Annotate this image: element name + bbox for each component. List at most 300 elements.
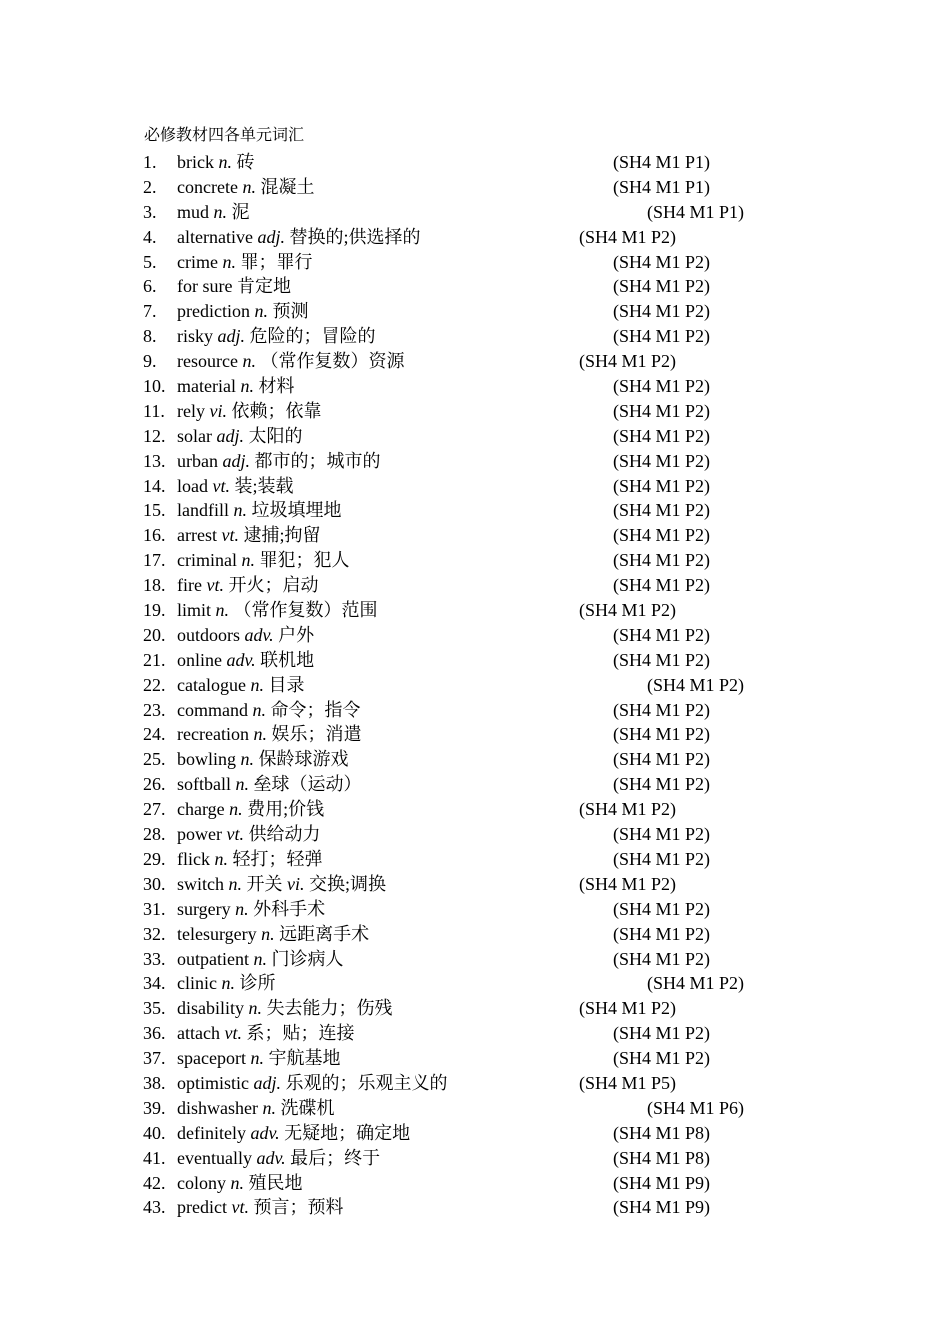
entry-meaning: 装;装载: [234, 475, 294, 496]
entry-part-of-speech: adv.: [256, 1147, 286, 1168]
entry-text: [177, 971, 275, 996]
entry-meaning: 失去能力；伤残: [266, 998, 393, 1019]
entry-number: 25.: [143, 749, 166, 770]
entry-reference: (SH4 M1 P2): [613, 824, 711, 845]
entry-word: limit: [177, 600, 212, 621]
entry-text: [177, 274, 291, 299]
entry-meaning: 泥: [231, 201, 250, 222]
entry-word: colony: [177, 1172, 226, 1193]
entry-word: predict: [177, 1197, 227, 1218]
entry-text: [177, 225, 421, 250]
entry-part-of-speech: n.: [250, 1048, 264, 1069]
entry-number: 22.: [143, 674, 166, 695]
entry-reference: (SH4 M1 P2): [579, 351, 677, 372]
entry-part-of-speech: n.: [215, 600, 230, 621]
entry-meaning: 替换的;供选择的: [289, 226, 421, 247]
entry-reference: (SH4 M1 P2): [613, 848, 711, 869]
entry-meaning: 危险的；冒险的: [249, 326, 376, 347]
entry-meaning: 联机地: [260, 649, 315, 670]
list-item: [143, 1021, 903, 1046]
entry-reference: (SH4 M1 P2): [613, 898, 711, 919]
entry-meaning: 无疑地；确定地: [284, 1122, 411, 1143]
entry-meaning: 预言；预料: [253, 1197, 344, 1218]
entry-meaning: （常作复数）资源: [260, 351, 405, 372]
entry-word: rely: [177, 400, 205, 421]
list-item: [143, 971, 903, 996]
entry-reference: (SH4 M1 P2): [613, 699, 711, 720]
entry-part-of-speech: n.: [240, 376, 254, 397]
entry-meaning: 洗碟机: [280, 1097, 335, 1118]
entry-text: [177, 548, 349, 573]
list-item: [143, 698, 903, 723]
entry-text: [177, 1121, 410, 1146]
entry-part-of-speech: n.: [213, 201, 228, 222]
entry-word: outdoors: [177, 624, 240, 645]
entry-word: eventually: [177, 1147, 252, 1168]
entry-text: [177, 1096, 334, 1121]
list-item: [143, 673, 903, 698]
entry-reference: (SH4 M1 P2): [613, 649, 711, 670]
entry-word: clinic: [177, 973, 217, 994]
entry-number: 42.: [143, 1172, 166, 1193]
entry-reference: (SH4 M1 P2): [613, 376, 711, 397]
list-item: [143, 648, 903, 673]
entry-meaning: 殖民地: [248, 1172, 303, 1193]
entry-meaning: 外科手术: [253, 898, 326, 919]
entry-part-of-speech: vi.: [287, 873, 305, 894]
list-item: [143, 1071, 903, 1096]
entry-meaning: 系；贴；连接: [246, 1023, 355, 1044]
entry-word: mud: [177, 201, 210, 222]
entry-word: online: [177, 649, 222, 670]
list-item: [143, 722, 903, 747]
vocabulary-list: [143, 150, 903, 1220]
entry-number: 17.: [143, 550, 166, 571]
entry-reference: (SH4 M1 P9): [613, 1172, 711, 1193]
entry-word: criminal: [177, 550, 237, 571]
entry-meaning: 轻打；轻弹: [232, 848, 323, 869]
entry-reference: (SH4 M1 P1): [613, 176, 711, 197]
entry-text: [177, 250, 312, 275]
entry-part-of-speech: n.: [235, 774, 249, 795]
entry-text: [177, 374, 294, 399]
entry-word: landfill: [177, 500, 229, 521]
entry-part-of-speech: n.: [214, 848, 228, 869]
list-item: [143, 573, 903, 598]
list-item: [143, 424, 903, 449]
entry-part-of-speech: n.: [241, 550, 255, 571]
entry-meaning: 交换;调换: [309, 873, 387, 894]
entry-number: 8.: [143, 326, 157, 347]
entry-meaning: 供给动力: [248, 824, 321, 845]
entry-meaning: 开火；启动: [228, 575, 319, 596]
entry-meaning: （常作复数）范围: [233, 600, 378, 621]
entry-word: crime: [177, 251, 218, 272]
entry-text: [177, 822, 320, 847]
list-item: [143, 498, 903, 523]
entry-text: [177, 498, 342, 523]
entry-word: power: [177, 824, 222, 845]
entry-text: [177, 772, 362, 797]
entry-meaning: 最后；终于: [290, 1147, 381, 1168]
entry-text: [177, 872, 386, 897]
entry-reference: (SH4 M1 P2): [613, 774, 711, 795]
entry-word: flick: [177, 848, 210, 869]
entry-part-of-speech: adv.: [244, 624, 274, 645]
entry-reference: (SH4 M1 P2): [613, 276, 711, 297]
list-item: [143, 150, 903, 175]
entry-number: 19.: [143, 600, 166, 621]
entry-part-of-speech: n.: [240, 749, 255, 770]
list-item: [143, 250, 903, 275]
entry-reference: (SH4 M1 P2): [613, 550, 711, 571]
list-item: [143, 1046, 903, 1071]
list-item: [143, 822, 903, 847]
entry-number: 39.: [143, 1097, 166, 1118]
entry-number: 21.: [143, 649, 166, 670]
entry-reference: (SH4 M1 P2): [613, 400, 711, 421]
entry-part-of-speech: n.: [253, 948, 267, 969]
list-item: [143, 399, 903, 424]
entry-meaning: 保龄球游戏: [258, 749, 349, 770]
entry-word: material: [177, 376, 236, 397]
entry-word: command: [177, 699, 248, 720]
entry-meaning: 罪；罪行: [240, 251, 313, 272]
entry-number: 23.: [143, 699, 166, 720]
entry-part-of-speech: adv.: [226, 649, 256, 670]
entry-text: [177, 449, 381, 474]
entry-part-of-speech: n.: [221, 973, 235, 994]
entry-meaning: 砖: [236, 152, 255, 172]
entry-reference: (SH4 M1 P2): [613, 525, 711, 546]
entry-meaning: 目录: [268, 674, 305, 695]
entry-number: 7.: [143, 301, 157, 322]
entry-reference: (SH4 M1 P2): [647, 674, 745, 695]
list-item: [143, 947, 903, 972]
entry-text: [177, 673, 304, 698]
entry-reference: (SH4 M1 P2): [579, 873, 677, 894]
entry-text: [177, 598, 378, 623]
entry-reference: (SH4 M1 P2): [613, 1023, 711, 1044]
entry-text: [177, 200, 250, 225]
entry-reference: (SH4 M1 P2): [613, 475, 711, 496]
entry-text: [177, 722, 361, 747]
entry-word: solar: [177, 425, 212, 446]
entry-text: [177, 922, 369, 947]
entry-meaning: 乐观的；乐观主义的: [285, 1072, 448, 1093]
entry-meaning: 宇航基地: [268, 1048, 341, 1069]
entry-number: 35.: [143, 998, 166, 1019]
entry-reference: (SH4 M1 P2): [579, 998, 677, 1019]
entry-number: 37.: [143, 1048, 166, 1069]
entry-word: outpatient: [177, 948, 249, 969]
entry-number: 28.: [143, 824, 166, 845]
entry-number: 33.: [143, 948, 166, 969]
entry-number: 24.: [143, 724, 166, 745]
entry-meaning: 诊所: [239, 973, 276, 994]
list-item: [143, 872, 903, 897]
entry-part-of-speech: adj.: [257, 226, 285, 247]
entry-number: 34.: [143, 973, 166, 994]
entry-text: [177, 947, 343, 972]
entry-meaning: 逮捕;拘留: [243, 525, 321, 546]
entry-number: 13.: [143, 450, 166, 471]
entry-part-of-speech: n.: [262, 1097, 276, 1118]
entry-reference: (SH4 M1 P2): [579, 226, 677, 247]
list-item: [143, 523, 903, 548]
entry-number: 43.: [143, 1197, 166, 1218]
list-item: [143, 349, 903, 374]
entry-number: 20.: [143, 624, 166, 645]
entry-number: 18.: [143, 575, 166, 596]
list-item: [143, 598, 903, 623]
entry-meaning: 罪犯；犯人: [259, 550, 350, 571]
entry-number: 38.: [143, 1072, 166, 1093]
entry-word: risky: [177, 326, 213, 347]
entry-word: spaceport: [177, 1048, 246, 1069]
entry-reference: (SH4 M1 P9): [613, 1197, 711, 1218]
list-item: [143, 225, 903, 250]
entry-number: 30.: [143, 873, 166, 894]
entry-reference: (SH4 M1 P5): [579, 1072, 677, 1093]
entry-word: dishwasher: [177, 1097, 258, 1118]
entry-number: 16.: [143, 525, 166, 546]
entry-word: concrete: [177, 176, 238, 197]
entry-part-of-speech: vi.: [209, 400, 227, 421]
entry-meaning: 命令；指令: [270, 699, 361, 720]
entry-meaning: 太阳的: [248, 425, 303, 446]
entry-part-of-speech: n.: [233, 500, 247, 521]
entry-reference: (SH4 M1 P2): [579, 799, 677, 820]
entry-part-of-speech: n.: [242, 351, 256, 372]
list-item: [143, 1121, 903, 1146]
entry-reference: (SH4 M1 P2): [579, 600, 677, 621]
list-item: [143, 847, 903, 872]
entry-word: brick: [177, 152, 214, 172]
entry-part-of-speech: vt.: [221, 525, 239, 546]
entry-word: prediction: [177, 301, 250, 322]
entry-text: [177, 1071, 448, 1096]
entry-number: 41.: [143, 1147, 166, 1168]
list-item: [143, 747, 903, 772]
entry-part-of-speech: n.: [228, 873, 242, 894]
entry-word: alternative: [177, 226, 253, 247]
entry-number: 5.: [143, 251, 157, 272]
entry-part-of-speech: n.: [253, 724, 267, 745]
entry-number: 36.: [143, 1023, 166, 1044]
entry-part-of-speech: vt.: [231, 1197, 249, 1218]
entry-part-of-speech: n.: [222, 251, 236, 272]
entry-word: resource: [177, 351, 238, 372]
entry-reference: (SH4 M1 P2): [613, 749, 711, 770]
entry-part-of-speech: adv.: [250, 1122, 280, 1143]
entry-part-of-speech: n.: [218, 152, 232, 172]
entry-text: [177, 175, 314, 200]
entry-text: [177, 150, 254, 175]
entry-text: [177, 897, 325, 922]
entry-reference: (SH4 M1 P1): [613, 152, 711, 172]
entry-part-of-speech: adj.: [217, 326, 246, 347]
entry-meaning: 远距离手术: [279, 923, 370, 944]
entry-text: [177, 623, 314, 648]
entry-word: charge: [177, 799, 225, 820]
entry-meaning: 预测: [272, 301, 309, 322]
entry-meaning: 门诊病人: [271, 948, 344, 969]
list-item: [143, 299, 903, 324]
entry-reference: (SH4 M1 P8): [613, 1147, 711, 1168]
entry-word: recreation: [177, 724, 249, 745]
list-item: [143, 772, 903, 797]
entry-meaning: 垃圾填埋地: [251, 500, 342, 521]
entry-meaning: 都市的；城市的: [254, 450, 381, 471]
entry-word: urban: [177, 450, 218, 471]
entry-text: [177, 698, 360, 723]
entry-text: [177, 523, 321, 548]
entry-reference: (SH4 M1 P2): [613, 326, 711, 347]
entry-text: [177, 1171, 303, 1196]
entry-word: bowling: [177, 749, 237, 770]
entry-part-of-speech: adj.: [253, 1072, 282, 1093]
entry-word: disability: [177, 998, 244, 1019]
entry-text: [177, 1195, 343, 1220]
entry-meaning: 材料: [258, 376, 295, 397]
entry-number: 11.: [143, 400, 165, 421]
entry-reference: (SH4 M1 P2): [613, 948, 711, 969]
entry-meaning: 费用;价钱: [247, 799, 325, 820]
document-title: 必修教材四各单元词汇: [144, 127, 305, 144]
entry-text: [177, 996, 393, 1021]
entry-reference: (SH4 M1 P2): [613, 251, 711, 272]
entry-meaning: 肯定地: [236, 276, 291, 297]
entry-reference: (SH4 M1 P8): [613, 1122, 711, 1143]
entry-number: 14.: [143, 475, 166, 496]
entry-part-of-speech: n.: [248, 998, 262, 1019]
list-item: [143, 1096, 903, 1121]
entry-text: [177, 474, 294, 499]
entry-reference: (SH4 M1 P2): [613, 624, 711, 645]
entry-text: [177, 424, 303, 449]
list-item: [143, 922, 903, 947]
entry-meaning: 娱乐；消遣: [271, 724, 362, 745]
list-item: [143, 324, 903, 349]
list-item: [143, 1195, 903, 1220]
entry-part-of-speech: n.: [242, 176, 256, 197]
entry-text: [177, 399, 321, 424]
entry-word: surgery: [177, 898, 231, 919]
entry-part-of-speech: n.: [250, 674, 264, 695]
entry-text: [177, 747, 349, 772]
entry-text: [177, 349, 404, 374]
entry-text: [177, 299, 308, 324]
entry-reference: (SH4 M1 P2): [613, 923, 711, 944]
entry-part-of-speech: vt.: [206, 575, 224, 596]
entry-reference: (SH4 M1 P6): [647, 1097, 745, 1118]
entry-word: telesurgery: [177, 923, 257, 944]
entry-number: 40.: [143, 1122, 166, 1143]
entry-reference: (SH4 M1 P2): [613, 425, 711, 446]
entry-number: 15.: [143, 500, 166, 521]
list-item: [143, 374, 903, 399]
list-item: [143, 623, 903, 648]
entry-reference: (SH4 M1 P2): [613, 301, 711, 322]
entry-number: 26.: [143, 774, 166, 795]
list-item: [143, 474, 903, 499]
entry-meaning: 垒球（运动）: [253, 774, 362, 795]
entry-word: definitely: [177, 1122, 246, 1143]
entry-number: 29.: [143, 848, 166, 869]
list-item: [143, 200, 903, 225]
entry-meaning: 户外: [278, 624, 315, 645]
list-item: [143, 449, 903, 474]
list-item: [143, 996, 903, 1021]
entry-text: [177, 648, 314, 673]
list-item: [143, 1146, 903, 1171]
entry-word: switch: [177, 873, 224, 894]
entry-part-of-speech: vt.: [212, 475, 230, 496]
entry-reference: (SH4 M1 P2): [613, 500, 711, 521]
entry-number: 6.: [143, 276, 157, 297]
entry-word: fire: [177, 575, 202, 596]
entry-text: [177, 1046, 340, 1071]
entry-word: optimistic: [177, 1072, 249, 1093]
entry-text: [177, 324, 376, 349]
entry-text: [177, 573, 318, 598]
list-item: [143, 797, 903, 822]
entry-meaning: 混凝土: [260, 176, 315, 197]
entry-word: for sure: [177, 276, 233, 297]
entry-number: 31.: [143, 898, 166, 919]
entry-meaning: 依赖；依靠: [231, 400, 322, 421]
list-item: [143, 1171, 903, 1196]
entry-part-of-speech: vt.: [226, 824, 244, 845]
entry-reference: (SH4 M1 P1): [647, 201, 745, 222]
entry-part-of-speech: n.: [254, 301, 268, 322]
entry-text: [177, 1146, 380, 1171]
list-item: [143, 274, 903, 299]
entry-meaning: 开关: [246, 873, 283, 894]
entry-number: 27.: [143, 799, 166, 820]
entry-number: 10.: [143, 376, 166, 397]
entry-part-of-speech: n.: [230, 1172, 244, 1193]
entry-reference: (SH4 M1 P2): [613, 1048, 711, 1069]
entry-number: 9.: [143, 351, 157, 372]
entry-part-of-speech: vt.: [224, 1023, 242, 1044]
entry-part-of-speech: adj.: [222, 450, 250, 471]
entry-number: 2.: [143, 176, 157, 197]
entry-reference: (SH4 M1 P2): [613, 575, 711, 596]
entry-reference: (SH4 M1 P2): [613, 450, 711, 471]
entry-part-of-speech: n.: [229, 799, 243, 820]
entry-part-of-speech: n.: [235, 898, 249, 919]
entry-number: 12.: [143, 425, 166, 446]
entry-part-of-speech: adj.: [216, 425, 245, 446]
entry-text: [177, 847, 323, 872]
entry-text: [177, 1021, 354, 1046]
entry-word: arrest: [177, 525, 217, 546]
entry-word: attach: [177, 1023, 220, 1044]
entry-part-of-speech: n.: [261, 923, 275, 944]
entry-word: load: [177, 475, 208, 496]
entry-number: 3.: [143, 201, 157, 222]
entry-number: 32.: [143, 923, 166, 944]
entry-number: 1.: [143, 152, 157, 172]
entry-reference: (SH4 M1 P2): [647, 973, 745, 994]
entry-reference: (SH4 M1 P2): [613, 724, 711, 745]
list-item: [143, 175, 903, 200]
entry-number: 4.: [143, 226, 157, 247]
entry-word: softball: [177, 774, 231, 795]
entry-part-of-speech: n.: [252, 699, 266, 720]
